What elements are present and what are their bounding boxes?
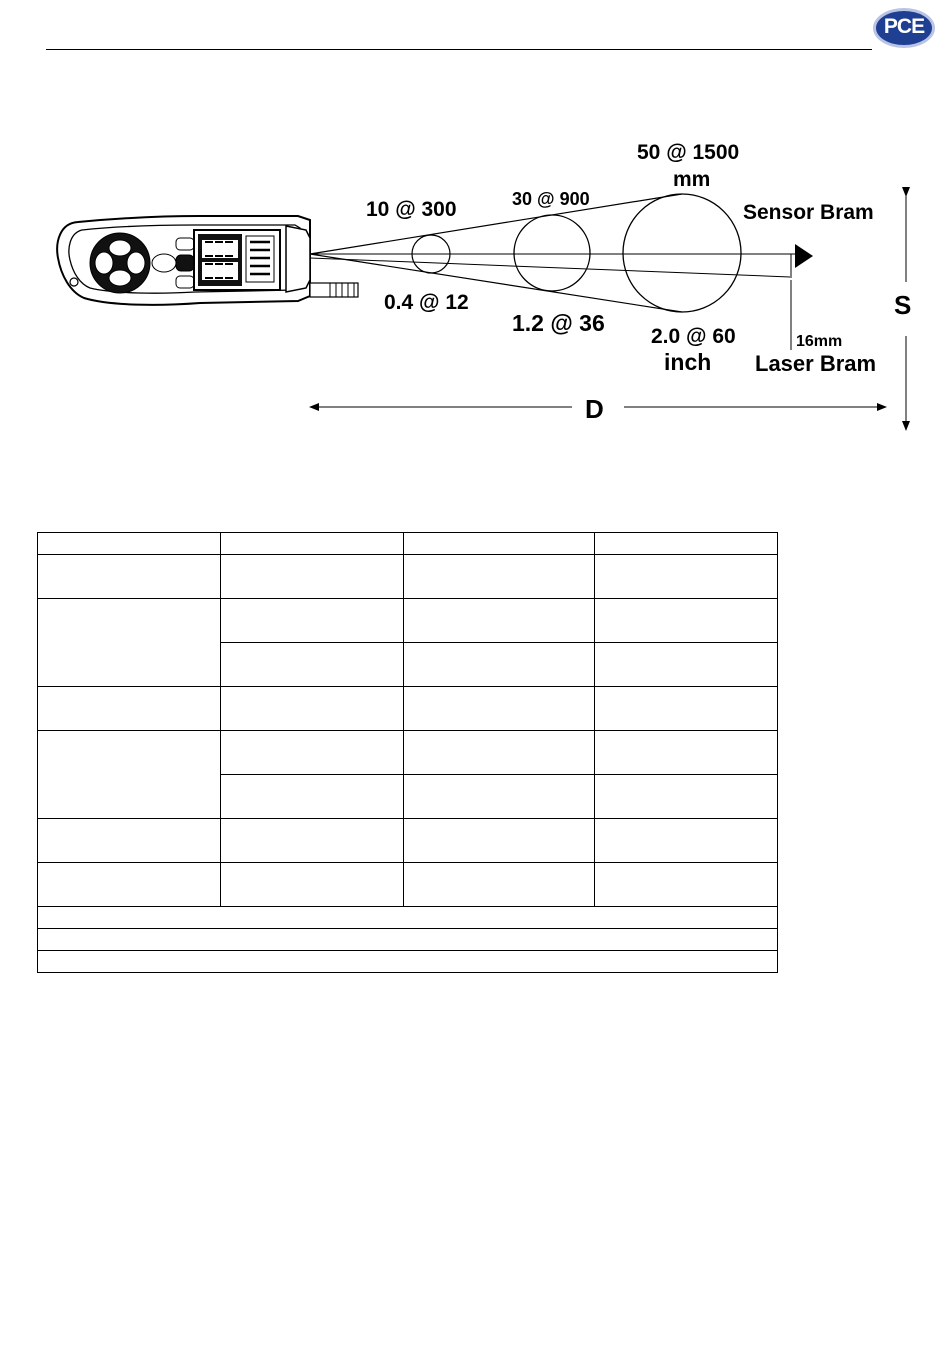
offset-label: 16mm xyxy=(796,333,843,350)
table-note-cell xyxy=(38,951,778,973)
table-note-row xyxy=(38,907,778,929)
spot-label-mm-3: 50 @ 1500 xyxy=(637,141,740,164)
table-row xyxy=(38,863,778,907)
table-group-label xyxy=(38,599,221,687)
table-cell xyxy=(221,687,404,731)
table-cell xyxy=(595,687,778,731)
table-cell xyxy=(595,863,778,907)
spot-label-inch-2: 1.2 @ 36 xyxy=(512,310,605,336)
table-cell xyxy=(595,775,778,819)
table-cell xyxy=(221,599,404,643)
beam-arrowhead xyxy=(795,244,813,268)
table-cell xyxy=(221,863,404,907)
table-cell xyxy=(221,731,404,775)
distance-to-spot-diagram xyxy=(0,130,950,440)
unit-inch-label: inch xyxy=(664,349,712,375)
laser-beam-label: Laser Bram xyxy=(755,351,877,376)
table-cell xyxy=(404,775,595,819)
unit-mm-label: mm xyxy=(673,168,711,191)
table-row xyxy=(38,687,778,731)
spot-circle-medium xyxy=(514,215,590,291)
diagram-drawing xyxy=(0,130,950,440)
fov-cone-lower xyxy=(310,254,682,312)
company-logo xyxy=(872,7,936,49)
specification-table xyxy=(37,532,778,973)
table-cell xyxy=(38,533,221,555)
table-cell xyxy=(595,731,778,775)
spot-label-mm-1: 10 @ 300 xyxy=(366,198,457,221)
table-header-row xyxy=(38,533,778,555)
table-note-row xyxy=(38,929,778,951)
logo-text: PCE xyxy=(883,15,925,38)
table-cell xyxy=(38,819,221,863)
table-cell xyxy=(595,819,778,863)
table-cell xyxy=(404,687,595,731)
sensor-beam-label: Sensor Bram xyxy=(743,201,874,224)
table-cell xyxy=(595,599,778,643)
table-cell xyxy=(38,863,221,907)
laser-beam-line xyxy=(310,258,790,277)
table-cell xyxy=(221,555,404,599)
table-cell xyxy=(404,863,595,907)
table-note-cell xyxy=(38,907,778,929)
table-cell xyxy=(221,643,404,687)
header-rule xyxy=(46,49,872,50)
spot-circle-large xyxy=(623,194,741,312)
table-cell xyxy=(595,643,778,687)
table-note-cell xyxy=(38,929,778,951)
table-cell xyxy=(221,819,404,863)
table-cell xyxy=(595,533,778,555)
table-cell xyxy=(404,555,595,599)
spot-size-symbol: S xyxy=(894,290,912,320)
spot-label-inch-3: 2.0 @ 60 xyxy=(651,325,736,348)
thermometer-device xyxy=(57,216,358,305)
table-row xyxy=(38,731,778,775)
table-cell xyxy=(404,731,595,775)
table-cell xyxy=(595,555,778,599)
table-group-label xyxy=(38,731,221,819)
table-cell xyxy=(221,533,404,555)
distance-symbol: D xyxy=(585,394,604,424)
table-row xyxy=(38,599,778,643)
table-cell xyxy=(221,775,404,819)
table-cell xyxy=(38,687,221,731)
table-cell xyxy=(404,643,595,687)
spot-label-mm-2: 30 @ 900 xyxy=(512,189,590,209)
spot-label-inch-1: 0.4 @ 12 xyxy=(384,291,469,314)
table-cell xyxy=(404,599,595,643)
table-row xyxy=(38,555,778,599)
table-note-row xyxy=(38,951,778,973)
table-cell xyxy=(404,819,595,863)
table-cell xyxy=(38,555,221,599)
table-row xyxy=(38,819,778,863)
table-cell xyxy=(404,533,595,555)
